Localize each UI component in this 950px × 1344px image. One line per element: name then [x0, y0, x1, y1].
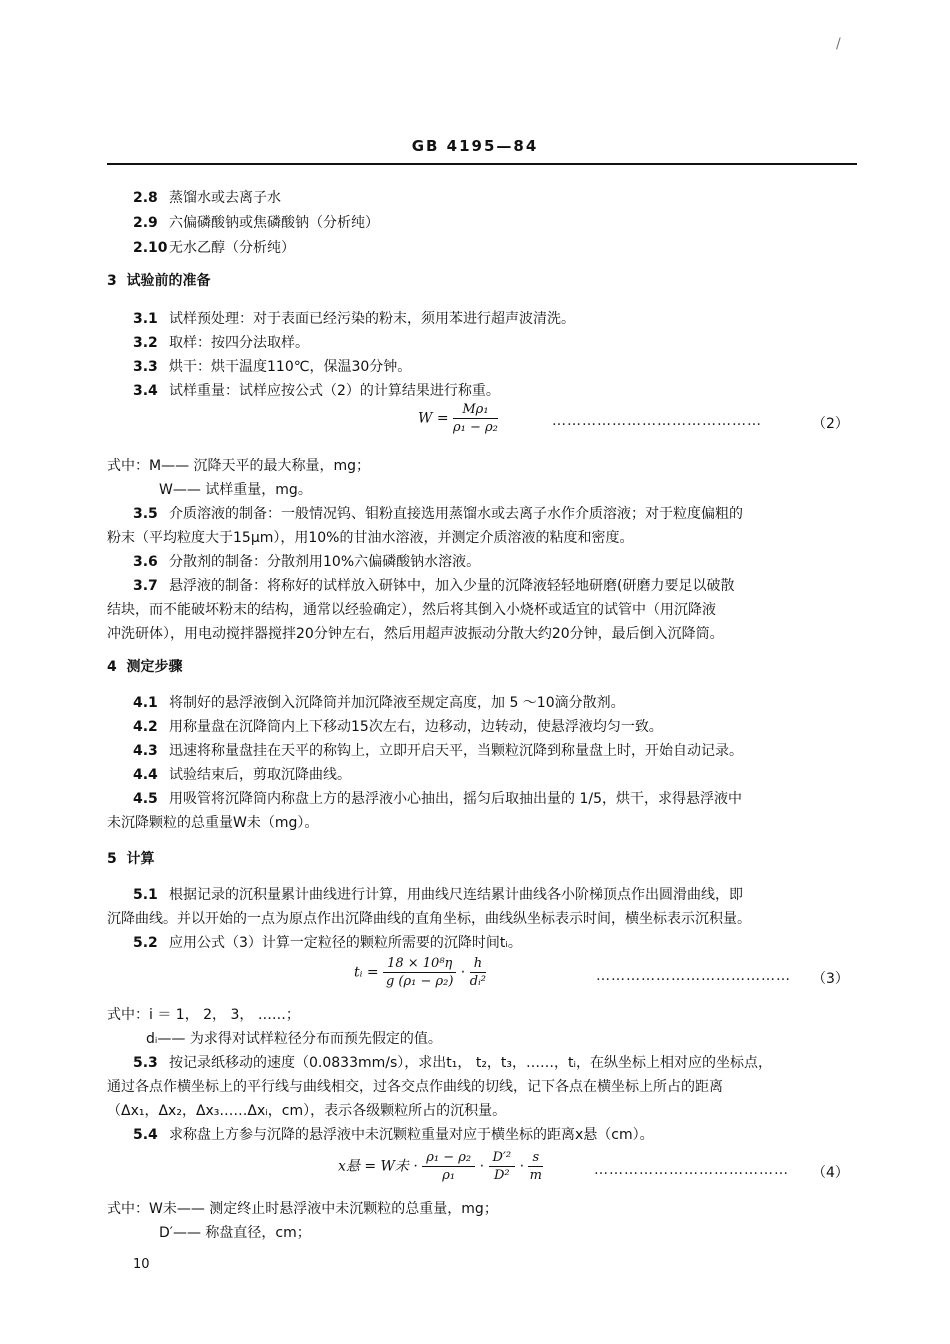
- list-item: 3.1 试样预处理：对于表面已经污染的粉末，须用苯进行超声波清洗。: [133, 311, 575, 327]
- paragraph-5-3: 5.3 按记录纸移动的速度（0.0833mm/s），求出t₁， t₂，t₃，……，tᵢ，在纵坐标上相对应的坐标点，: [133, 1055, 773, 1071]
- leader-dots: …………………………………: [594, 1162, 789, 1178]
- paragraph-5-3-cont: （Δx₁，Δx₂，Δx₃……Δxᵢ，cm），表示各级颗粒所占的沉积量。: [107, 1103, 507, 1119]
- section-heading-4: 4 测定步骤: [107, 659, 183, 675]
- scan-mark: /: [836, 36, 841, 52]
- list-item: 4.2 用称量盘在沉降筒内上下移动15次左右，边移动，边转动，使悬浮液均匀一致。: [133, 719, 663, 735]
- paragraph-5-2: 5.2 应用公式（3）计算一定粒径的颗粒所需要的沉降时间tᵢ。: [133, 935, 522, 951]
- list-item: 2.8 蒸馏水或去离子水: [133, 190, 281, 206]
- section-heading-5: 5 计算: [107, 851, 155, 867]
- list-item: 3.3 烘干：烘干温度110℃，保温30分钟。: [133, 359, 412, 375]
- list-item: 3.2 取样：按四分法取样。: [133, 335, 309, 351]
- list-item: 3.4 试样重量：试样应按公式（2）的计算结果进行称重。: [133, 383, 500, 399]
- paragraph-5-1: 5.1 根据记录的沉积量累计曲线进行计算，用曲线尺连结累计曲线各小阶梯顶点作出圆滑曲线，即: [133, 887, 743, 903]
- equation-4: x悬 = W未 · $\frac{\text{ρ₁ − ρ₂}}{\text{ρ₁}}$ · $\frac{\text{D′²}}{\text{D²}}$ · $\frac{s}{m}$: [338, 1150, 542, 1183]
- equation-number: （4）: [812, 1165, 849, 1181]
- list-item: 4.4 试验结束后，剪取沉降曲线。: [133, 767, 351, 783]
- where-clause: dᵢ—— 为求得对试样粒径分布而预先假定的值。: [146, 1031, 442, 1047]
- where-clause: 式中：M—— 沉降天平的最大称量，mg；: [107, 458, 371, 474]
- list-item: 4.1 将制好的悬浮液倒入沉降筒并加沉降液至规定高度，加 5 ～10滴分散剂。: [133, 695, 625, 711]
- list-item: 2.9 六偏磷酸钠或焦磷酸钠（分析纯）: [133, 215, 379, 231]
- paragraph-3-7-cont: 冲洗研体），用电动搅拌器搅拌20分钟左右，然后用超声波振动分散大约20分钟，最后倒入沉降筒。: [107, 626, 724, 642]
- paragraph-3-7: 3.7 悬浮液的制备：将称好的试样放入研钵中，加入少量的沉降液轻轻地研磨(研磨力要足以破散: [133, 578, 735, 594]
- section-heading-3: 3 试验前的准备: [107, 273, 211, 289]
- paragraph-5-4: 5.4 求称盘上方参与沉降的悬浮液中未沉颗粒重量对应于横坐标的距离x悬（cm）。: [133, 1127, 654, 1143]
- leader-dots: ……………………………………: [552, 413, 762, 429]
- where-clause: W—— 试样重量，mg。: [159, 482, 312, 498]
- equation-number: （3）: [812, 971, 849, 987]
- page-number: 10: [133, 1257, 150, 1272]
- where-clause: D′—— 称盘直径，cm；: [159, 1225, 311, 1241]
- list-item: 4.3 迅速将称量盘挂在天平的称钩上，立即开启天平，当颗粒沉降到称量盘上时，开始自动记录。: [133, 743, 743, 759]
- page-header: GB 4195—84: [411, 137, 539, 155]
- paragraph-3-6: 3.6 分散剂的制备：分散剂用10%六偏磷酸钠水溶液。: [133, 554, 481, 570]
- equation-2: W = $\frac{\text{Mρ₁}}{\text{ρ₁ − ρ₂}}$: [418, 402, 498, 435]
- paragraph-3-5-cont: 粉末（平均粒度大于15μm），用10%的甘油水溶液，并测定介质溶液的粘度和密度。: [107, 530, 634, 546]
- leader-dots: …………………………………: [596, 968, 791, 984]
- paragraph-3-5: 3.5 介质溶液的制备：一般情况钨、钼粉直接选用蒸馏水或去离子水作介质溶液；对于粒度偏粗的: [133, 506, 743, 522]
- equation-number: （2）: [812, 416, 849, 432]
- paragraph-3-7-cont: 结块，而不能破坏粉末的结构，通常以经验确定），然后将其倒入小烧杯或适宜的试管中（用沉降液: [107, 602, 716, 618]
- list-item: 2.10无水乙醇（分析纯）: [133, 240, 295, 256]
- paragraph-5-1-cont: 沉降曲线。并以开始的一点为原点作出沉降曲线的直角坐标，曲线纵坐标表示时间，横坐标表示沉积量。: [107, 911, 751, 927]
- equation-3: tᵢ = $\frac{\text{18 × 10⁸η}}{\text{g (ρ₁ − ρ₂)}}$ · $\frac{h}{\text{dᵢ²}}$: [354, 956, 486, 989]
- paragraph-5-3-cont: 通过各点作横坐标上的平行线与曲线相交，过各交点作曲线的切线，记下各点在横坐标上所占的距离: [107, 1079, 723, 1095]
- paragraph-4-5-cont: 未沉降颗粒的总重量W未（mg）。: [107, 815, 319, 831]
- where-clause: 式中：W未—— 测定终止时悬浮液中未沉颗粒的总重量，mg；: [107, 1201, 498, 1217]
- where-clause: 式中：i ＝ 1， 2， 3， ……；: [107, 1007, 300, 1023]
- paragraph-4-5: 4.5 用吸管将沉降筒内称盘上方的悬浮液小心抽出，摇匀后取抽出量的 1/5，烘干，求得悬浮液中: [133, 791, 742, 807]
- header-rule: [107, 163, 857, 165]
